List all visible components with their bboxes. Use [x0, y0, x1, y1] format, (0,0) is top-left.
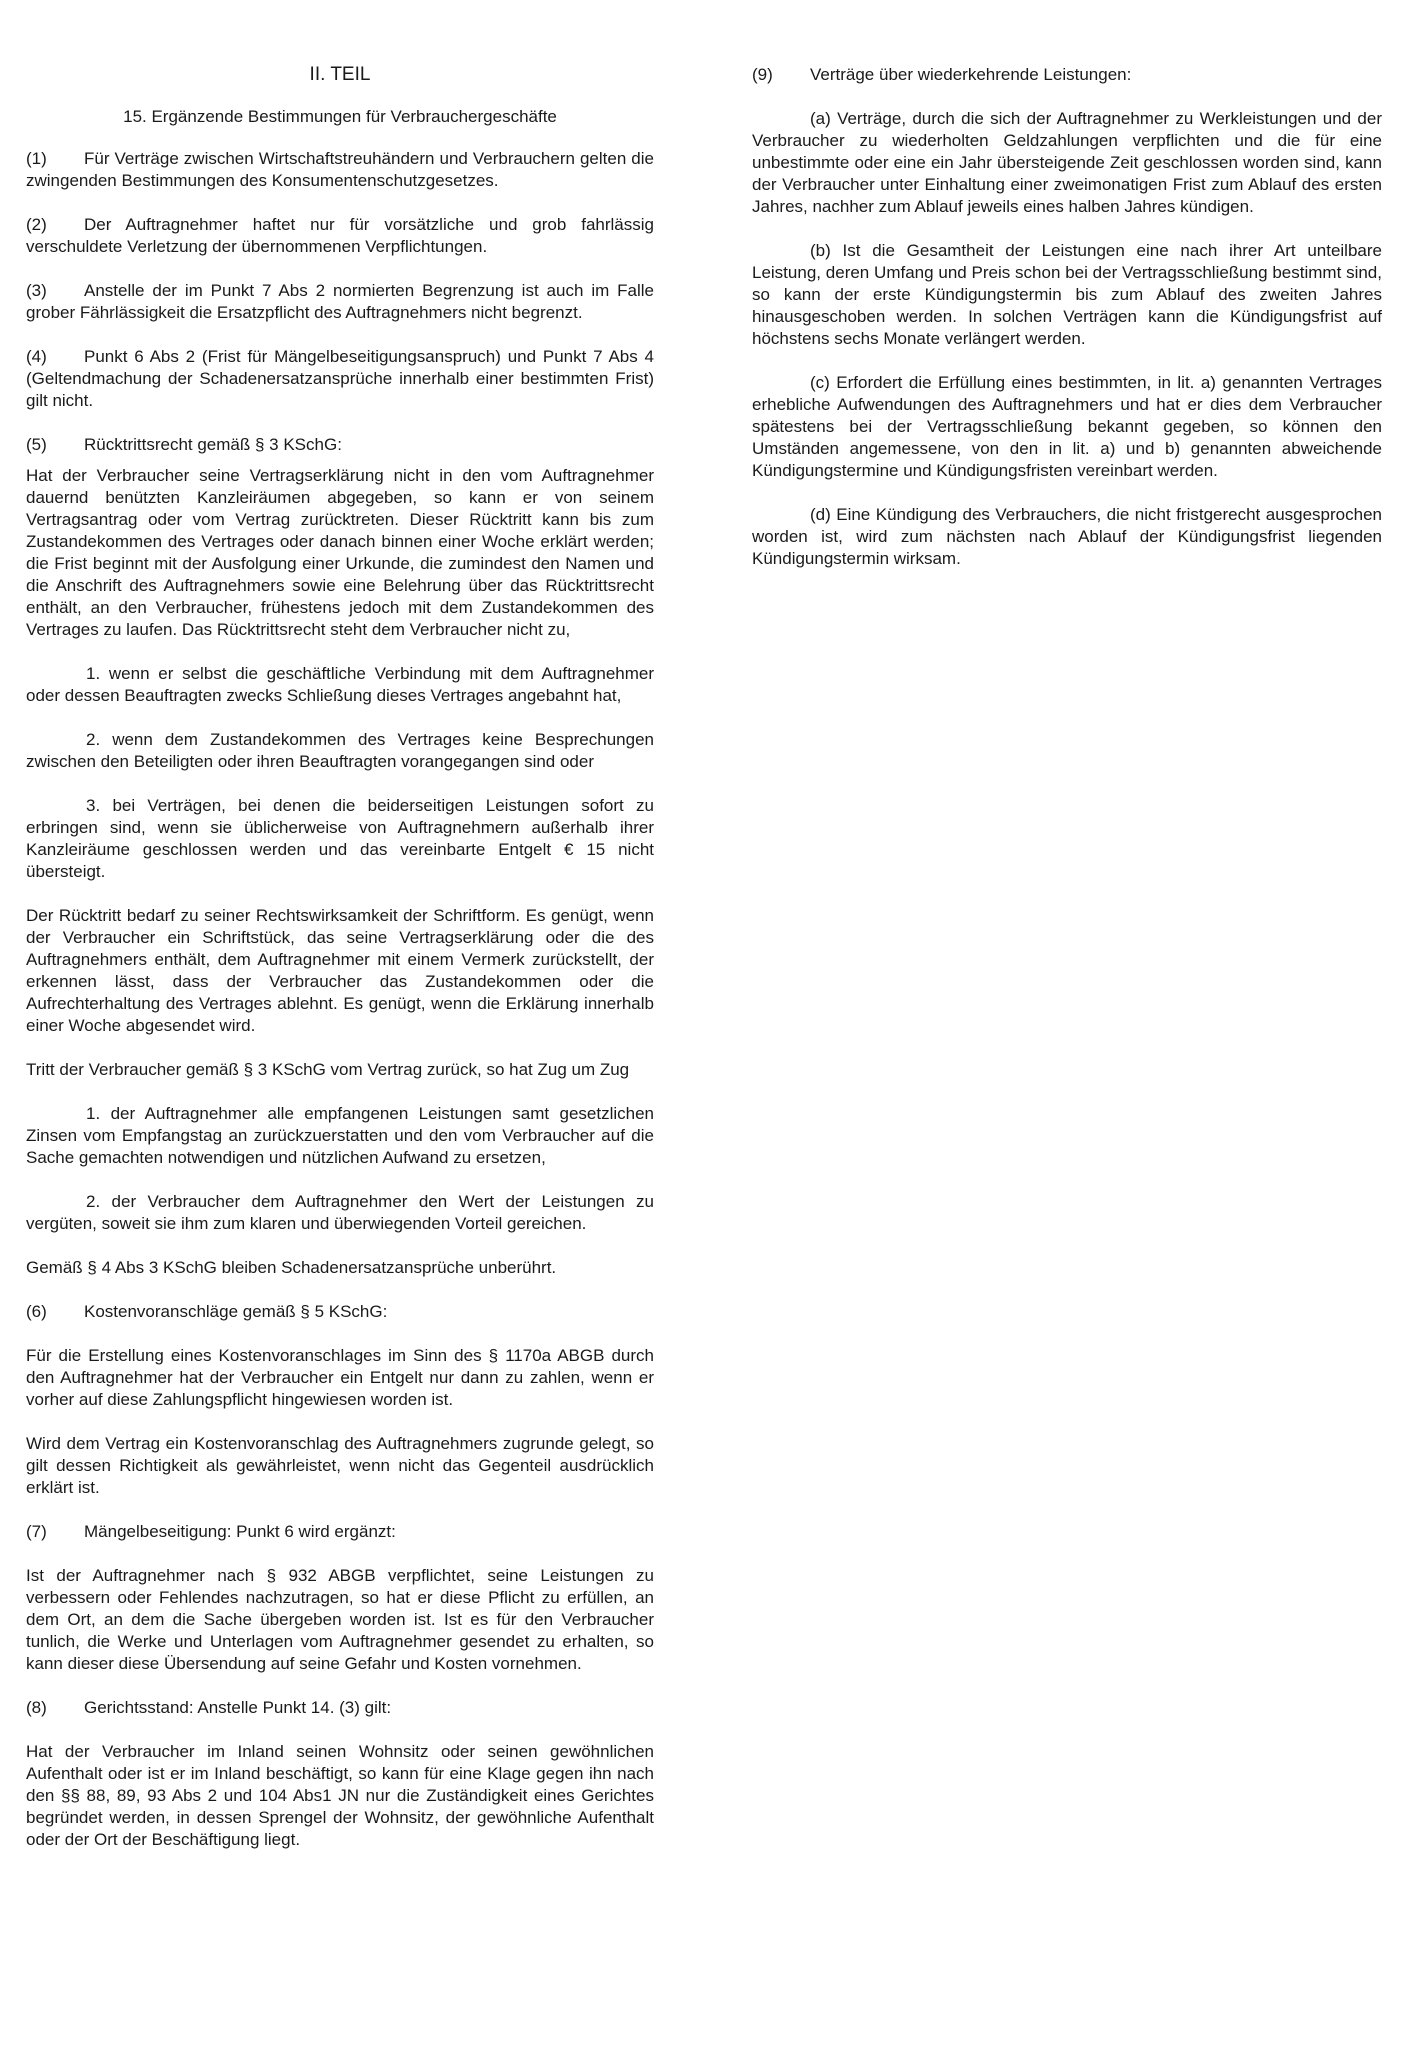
- list-item: 1. wenn er selbst die geschäftliche Verbindung mit dem Auftragnehmer oder dessen Beauftragten zwecks Schließung dieses Vertrages angebahnt hat,: [26, 664, 654, 705]
- right-column: [752, 64, 1382, 592]
- clause-heading: Verträge über wiederkehrende Leistungen:: [810, 65, 1132, 84]
- clause-6-heading: [26, 1301, 654, 1323]
- paragraph: Gemäß § 4 Abs 3 KSchG bleiben Schadenersatzansprüche unberührt.: [26, 1258, 557, 1277]
- sub-clause-b: (b) Ist die Gesamtheit der Leistungen eine nach ihrer Art unteilbare Leistung, deren Umfang und Preis schon bei der Vertragsschließung bestimmt sind, so kann der erste Kündigungstermin bis zum Ablauf des zweiten Jahres hinausgeschoben werden. In solchen Verträgen kann die Kündigungsfrist auf höchstens sechs Monate verlängert werden.: [752, 241, 1382, 348]
- list-item: 2. der Verbraucher dem Auftragnehmer den Wert der Leistungen zu vergüten, soweit sie ihm zum klaren und überwiegenden Vorteil gereichen.: [26, 1192, 654, 1233]
- clause-8-heading: [26, 1697, 654, 1719]
- clause-text: Für Verträge zwischen Wirtschaftstreuhändern und Verbrauchern gelten die zwingenden Bestimmungen des Konsumentenschutzgesetzes.: [26, 149, 654, 190]
- paragraph: Hat der Verbraucher seine Vertragserklärung nicht in den vom Auftragnehmer dauernd benützten Kanzleiräumen abgegeben, so kann er von seinem Vertragsantrag oder vom Vertrag zurücktreten. Dieser Rücktritt kann bis zum Zustandekommen des Vertrages oder danach binnen einer Woche erklärt werden; die Frist beginnt mit der Ausfolgung einer Urkunde, die zumindest den Namen und die Anschrift des Auftragnehmers sowie eine Belehrung über das Rücktrittsrecht enthält, an den Verbraucher, frühestens jedoch mit dem Zustandekommen des Vertrages zu laufen. Das Rücktrittsrecht steht dem Verbraucher nicht zu,: [26, 466, 654, 639]
- paragraph: Wird dem Vertrag ein Kostenvoranschlag des Auftragnehmers zugrunde gelegt, so gilt dessen Richtigkeit als gewährleistet, wenn nicht das Gegenteil ausdrücklich erklärt ist.: [26, 1434, 654, 1497]
- paragraph: Ist der Auftragnehmer nach § 932 ABGB verpflichtet, seine Leistungen zu verbessern oder Fehlendes nachzutragen, so hat er diese Pflicht zu erfüllen, an dem Ort, an dem die Sache übergeben worden ist. Ist es für den Verbraucher tunlich, die Werke und Unterlagen vom Auftragnehmer gesendet zu erhalten, so kann dieser diese Übersendung auf seine Gefahr und Kosten vornehmen.: [26, 1566, 654, 1673]
- clause-number: (9): [752, 65, 773, 84]
- clause-text: Der Auftragnehmer haftet nur für vorsätzliche und grob fahrlässig verschuldete Verletzung der übernommenen Verpflichtungen.: [26, 215, 654, 256]
- clause-5-heading: [26, 434, 654, 456]
- clause-1: [26, 148, 654, 192]
- clause-3: [26, 280, 654, 324]
- paragraph: Für die Erstellung eines Kostenvoranschlages im Sinn des § 1170a ABGB durch den Auftragnehmer hat der Verbraucher ein Entgelt nur dann zu zahlen, wenn er vorher auf diese Zahlungspflicht hingewiesen worden ist.: [26, 1346, 654, 1409]
- list-item: 3. bei Verträgen, bei denen die beiderseitigen Leistungen sofort zu erbringen sind, wenn sie üblicherweise von Auftragnehmern außerhalb ihrer Kanzleiräume geschlossen werden und das vereinbarte Entgelt € 15 nicht übersteigt.: [26, 796, 654, 881]
- part-title: II. TEIL: [309, 64, 371, 85]
- clause-heading: Mängelbeseitigung: Punkt 6 wird ergänzt:: [84, 1522, 396, 1541]
- paragraph: Hat der Verbraucher im Inland seinen Wohnsitz oder seinen gewöhnlichen Aufenthalt oder ist er im Inland beschäftigt, so kann für eine Klage gegen ihn nach den §§ 88, 89, 93 Abs 2 und 104 Abs1 JN nur die Zuständigkeit eines Gerichtes begründet werden, in dessen Sprengel der Wohnsitz, der gewöhnliche Aufenthalt oder der Ort der Beschäftigung liegt.: [26, 1742, 654, 1849]
- clause-text: Anstelle der im Punkt 7 Abs 2 normierten Begrenzung ist auch im Falle grober Fährlässigkeit die Ersatzpflicht des Auftragnehmers nicht begrenzt.: [26, 281, 654, 322]
- list-item: 2. wenn dem Zustandekommen des Vertrages keine Besprechungen zwischen den Beteiligten oder ihren Beauftragten vorangegangen sind oder: [26, 730, 654, 771]
- paragraph: Der Rücktritt bedarf zu seiner Rechtswirksamkeit der Schriftform. Es genügt, wenn der Verbraucher ein Schriftstück, das seine Vertragserklärung oder die des Auftragnehmers enthält, dem Auftragnehmer mit einem Vermerk zurückstellt, der erkennen lässt, dass der Verbraucher das Zustandekommen oder die Aufrechterhaltung des Vertrages ablehnt. Es genügt, wenn die Erklärung innerhalb einer Woche abgesendet wird.: [26, 906, 654, 1035]
- clause-9-heading: [752, 64, 1382, 86]
- clause-number: (7): [26, 1522, 47, 1541]
- clause-number: (1): [26, 149, 47, 168]
- list-item: 1. der Auftragnehmer alle empfangenen Leistungen samt gesetzlichen Zinsen vom Empfangstag an zurückzuerstatten und den vom Verbraucher auf die Sache gemachten notwendigen und nützlichen Aufwand zu ersetzen,: [26, 1104, 654, 1167]
- sub-clause-c: (c) Erfordert die Erfüllung eines bestimmten, in lit. a) genannten Vertrages erhebliche Aufwendungen des Auftragnehmers und hat er dies dem Verbraucher spätestens bei der Vertragsschließung bekannt gegeben, so können den Umständen angemessene, von den in lit. a) und b) genannten abweichende Kündigungstermine und Kündigungsfristen vereinbart werden.: [752, 373, 1382, 480]
- clause-heading: Rücktrittsrecht gemäß § 3 KSchG:: [84, 435, 342, 454]
- clause-number: (2): [26, 215, 47, 234]
- section-title: 15. Ergänzende Bestimmungen für Verbrauchergeschäfte: [123, 107, 557, 126]
- left-column: [26, 64, 654, 1873]
- clause-7-heading: [26, 1521, 654, 1543]
- clause-4: [26, 346, 654, 412]
- clause-2: [26, 214, 654, 258]
- clause-number: (5): [26, 435, 47, 454]
- sub-clause-a: (a) Verträge, durch die sich der Auftragnehmer zu Werkleistungen und der Verbraucher zu wiederholten Geldzahlungen verpflichten und die für eine unbestimmte oder eine ein Jahr übersteigende Zeit geschlossen worden sind, kann der Verbraucher unter Einhaltung einer zweimonatigen Frist zum Ablauf des ersten Jahres, nachher zum Ablauf jeweils eines halben Jahres kündigen.: [752, 109, 1382, 216]
- clause-number: (4): [26, 347, 47, 366]
- paragraph: Tritt der Verbraucher gemäß § 3 KSchG vom Vertrag zurück, so hat Zug um Zug: [26, 1060, 630, 1079]
- clause-heading: Kostenvoranschläge gemäß § 5 KSchG:: [84, 1302, 388, 1321]
- clause-number: (6): [26, 1302, 47, 1321]
- clause-number: (3): [26, 281, 47, 300]
- sub-clause-d: (d) Eine Kündigung des Verbrauchers, die nicht fristgerecht ausgesprochen worden ist, wird zum nächsten nach Ablauf der Kündigungsfrist liegenden Kündigungstermin wirksam.: [752, 505, 1382, 568]
- clause-heading: Gerichtsstand: Anstelle Punkt 14. (3) gilt:: [84, 1698, 392, 1717]
- clause-text: Punkt 6 Abs 2 (Frist für Mängelbeseitigungsanspruch) und Punkt 7 Abs 4 (Geltendmachung der Schadenersatzansprüche innerhalb einer bestimmten Frist) gilt nicht.: [26, 347, 654, 410]
- clause-number: (8): [26, 1698, 47, 1717]
